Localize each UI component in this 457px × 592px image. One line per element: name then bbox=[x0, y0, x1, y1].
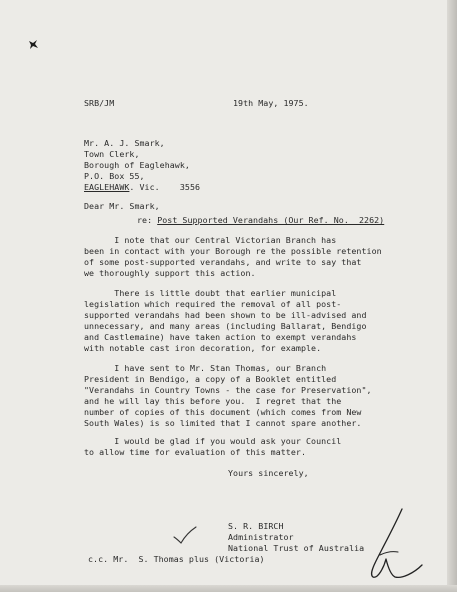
paragraph-2-line-4: unnecessary, and many areas (including Ballarat, Bendigo bbox=[84, 321, 367, 331]
recipient-title: Town Clerk, bbox=[84, 149, 140, 159]
letter-date: 19th May, 1975. bbox=[233, 98, 309, 108]
cc-line: c.c. Mr. S. Thomas plus (Victoria) bbox=[88, 554, 265, 564]
subject-line bbox=[137, 215, 384, 227]
recipient-name: Mr. A. J. Smark, bbox=[84, 138, 165, 148]
subject-prefix: re: bbox=[137, 215, 158, 225]
signatory-name: S. R. BIRCH bbox=[228, 521, 284, 531]
recipient-po-box: P.O. Box 55, bbox=[84, 171, 145, 181]
signatory-organisation: National Trust of Australia bbox=[228, 543, 365, 553]
recipient-state-postcode: . Vic. 3556 bbox=[129, 182, 201, 192]
paragraph-2-line-5: and Castlemaine) have taken action to exempt verandahs bbox=[84, 332, 357, 342]
paragraph-3-line-6: South Wales) is so limited that I cannot spare another. bbox=[84, 418, 362, 428]
recipient-organisation: Borough of Eaglehawk, bbox=[84, 160, 190, 170]
paragraph-1-line-1: I note that our Central Victorian Branch has bbox=[84, 235, 337, 245]
paragraph-1-line-4: we thoroughly support this action. bbox=[84, 268, 256, 278]
recipient-city: EAGLEHAWK bbox=[84, 182, 130, 192]
paragraph-3-line-2: President in Bendigo, a copy of a Booklet entitled bbox=[84, 374, 337, 384]
page-edge-shadow bbox=[447, 0, 457, 592]
paragraph-3-line-3: "Verandahs in Country Towns - the case for Preservation", bbox=[84, 385, 372, 395]
paragraph-3-line-4: and he will lay this before you. I regret that the bbox=[84, 396, 342, 406]
reference-code: SRB/JM bbox=[84, 98, 115, 108]
page-bottom-edge bbox=[0, 585, 457, 592]
paragraph-2-line-1: There is little doubt that earlier municipal bbox=[84, 288, 337, 298]
paragraph-4-line-2: to allow time for evaluation of this matter. bbox=[84, 447, 306, 457]
paragraph-4-line-1: I would be glad if you would ask your Council bbox=[84, 436, 342, 446]
paragraph-1-line-3: of some post-supported verandahs, and write to say that bbox=[84, 257, 362, 267]
subject-text: Post Supported Verandahs (Our Ref. No. 2262) bbox=[157, 215, 385, 225]
paragraph-1-line-2: been in contact with your Borough re the possible retention bbox=[84, 246, 382, 256]
paragraph-3-line-5: number of copies of this document (which comes from New bbox=[84, 407, 362, 417]
signatory-title: Administrator bbox=[228, 532, 294, 542]
paragraph-2-line-3: supported verandahs had been shown to be ill-advised and bbox=[84, 310, 367, 320]
closing: Yours sincerely, bbox=[228, 468, 309, 478]
ink-speck-mark bbox=[26, 37, 40, 51]
handwritten-signature-icon bbox=[364, 505, 426, 583]
salutation: Dear Mr. Smark, bbox=[84, 201, 160, 211]
paragraph-2-line-2: legislation which required the removal of all post- bbox=[84, 299, 342, 309]
paragraph-3-line-1: I have sent to Mr. Stan Thomas, our Branch bbox=[84, 363, 327, 373]
recipient-address-line bbox=[84, 182, 200, 194]
paragraph-2-line-6: with notable cast iron decoration, for example. bbox=[84, 343, 322, 353]
checkmark-icon bbox=[172, 525, 198, 545]
